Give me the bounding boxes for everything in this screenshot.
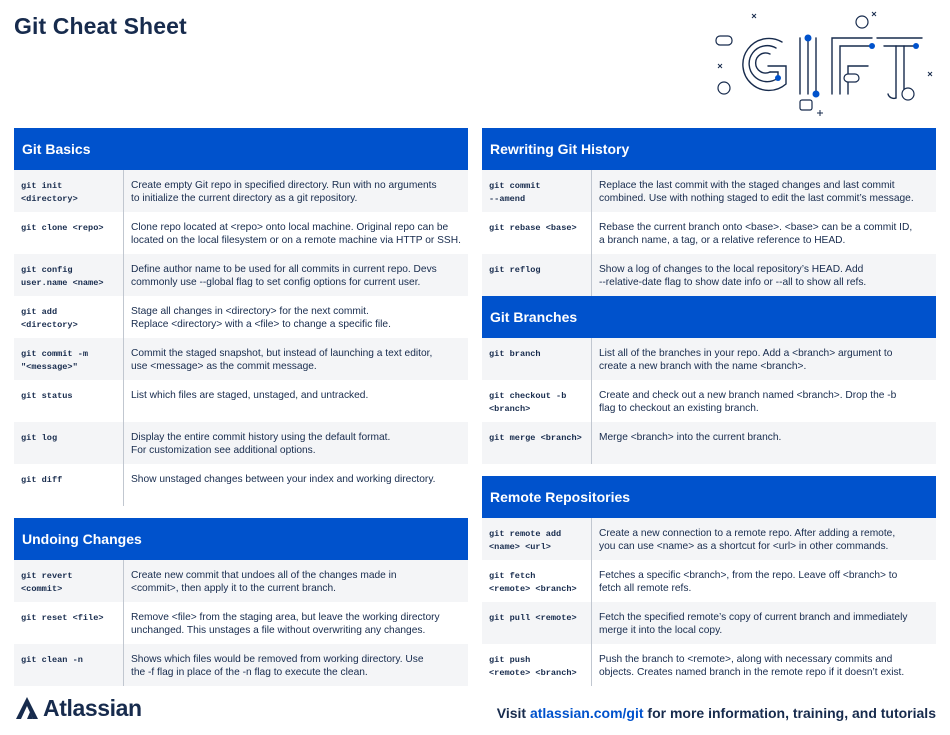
table-row — [482, 380, 936, 422]
command-cell: git config user.name <name> — [14, 254, 124, 296]
table-row — [482, 644, 936, 686]
git-hero-illustration — [712, 8, 940, 120]
command-cell: git reset <file> — [14, 602, 124, 644]
section-heading-remote-repositories: Remote Repositories — [482, 476, 936, 518]
table-row — [14, 464, 468, 506]
command-cell: git pull <remote> — [482, 602, 592, 644]
description-cell: Rebase the current branch onto <base>. <base> can be a commit ID, a branch name, a tag, or a relative reference to HEAD. — [599, 222, 913, 246]
right-column — [482, 128, 936, 686]
section-heading-git-basics: Git Basics — [14, 128, 468, 170]
command-cell: git rebase <base> — [482, 212, 592, 254]
atlassian-git-link[interactable]: atlassian.com/git — [529, 705, 644, 721]
footer-note-suffix: for more information, training, and tutorials — [643, 705, 936, 721]
table-row — [14, 380, 468, 422]
section-heading-undoing-changes: Undoing Changes — [14, 518, 468, 560]
command-cell: git add <directory> — [14, 296, 124, 338]
command-cell: git status — [14, 380, 124, 422]
footer-note-prefix: Visit — [496, 705, 530, 721]
atlassian-logo-icon — [14, 695, 40, 721]
table-row — [482, 560, 936, 602]
command-cell: git merge <branch> — [482, 422, 592, 464]
description-cell: Fetches a specific <branch>, from the repo. Leave off <branch> to fetch all remote refs. — [599, 570, 898, 594]
table-row — [482, 254, 936, 296]
description-cell: Remove <file> from the staging area, but leave the working directory unchanged. This unstages a file without overwriting any changes. — [131, 612, 440, 636]
table-row — [482, 518, 936, 560]
section-gap — [14, 506, 468, 518]
table-row — [482, 338, 936, 380]
atlassian-logo-text: Atlassian — [43, 694, 142, 721]
footer-note — [497, 705, 936, 721]
description-cell: Define author name to be used for all commits in current repo. Devs commonly use --global flag to set config options for current user. — [131, 264, 437, 288]
table-row — [14, 254, 468, 296]
command-cell: git reflog — [482, 254, 592, 296]
command-cell: git clone <repo> — [14, 212, 124, 254]
description-cell: Show unstaged changes between your index and working directory. — [131, 474, 436, 485]
description-cell: Replace the last commit with the staged changes and last commit combined. Use with nothing staged to edit the last commit’s message. — [599, 180, 914, 204]
table-row — [14, 602, 468, 644]
table-row — [14, 338, 468, 380]
description-cell: Create and check out a new branch named <branch>. Drop the -b flag to checkout an existing branch. — [599, 390, 897, 414]
table-row — [482, 212, 936, 254]
command-cell: git revert <commit> — [14, 560, 124, 602]
atlassian-logo — [14, 693, 142, 723]
description-cell: List which files are staged, unstaged, and untracked. — [131, 390, 369, 401]
left-column — [14, 128, 468, 686]
command-cell: git remote add <name> <url> — [482, 518, 592, 560]
section-heading-git-branches: Git Branches — [482, 296, 936, 338]
table-row — [14, 170, 468, 212]
command-cell: git fetch <remote> <branch> — [482, 560, 592, 602]
table-row — [14, 644, 468, 686]
section-gap — [482, 464, 936, 476]
section-heading-rewriting-git-history: Rewriting Git History — [482, 128, 936, 170]
description-cell: Stage all changes in <directory> for the next commit. Replace <directory> with a <file> to change a specific file. — [131, 306, 391, 330]
description-cell: Push the branch to <remote>, along with necessary commits and objects. Creates named branch in the remote repo if it doesn’t exist. — [599, 654, 905, 678]
table-row — [482, 170, 936, 212]
description-cell: Fetch the specified remote’s copy of current branch and immediately merge it into the local copy. — [599, 612, 908, 636]
command-cell: git checkout -b <branch> — [482, 380, 592, 422]
table-row — [482, 422, 936, 464]
table-row — [14, 560, 468, 602]
description-cell: Commit the staged snapshot, but instead of launching a text editor, use <message> as the commit message. — [131, 348, 433, 372]
page-title: Git Cheat Sheet — [14, 13, 187, 39]
description-cell: Create empty Git repo in specified directory. Run with no arguments to initialize the current directory as a git repository. — [131, 180, 437, 204]
table-row — [14, 422, 468, 464]
table-row — [14, 212, 468, 254]
command-cell: git commit -m "<message>" — [14, 338, 124, 380]
description-cell: List all of the branches in your repo. Add a <branch> argument to create a new branch with the name <branch>. — [599, 348, 893, 372]
description-cell: Create new commit that undoes all of the changes made in <commit>, then apply it to the current branch. — [131, 570, 397, 594]
command-cell: git log — [14, 422, 124, 464]
description-cell: Display the entire commit history using the default format. For customization see additional options. — [131, 432, 391, 456]
description-cell: Clone repo located at <repo> onto local machine. Original repo can be located on the local filesystem or on a remote machine via HTTP or SSH. — [131, 222, 461, 246]
command-cell: git branch — [482, 338, 592, 380]
description-cell: Show a log of changes to the local repository’s HEAD. Add --relative-date flag to show date info or --all to show all refs. — [599, 264, 867, 288]
command-cell: git diff — [14, 464, 124, 506]
description-cell: Shows which files would be removed from working directory. Use the -f flag in place of the -n flag to execute the clean. — [131, 654, 424, 678]
command-cell: git commit --amend — [482, 170, 592, 212]
command-cell: git clean -n — [14, 644, 124, 686]
table-row — [14, 296, 468, 338]
command-cell: git init <directory> — [14, 170, 124, 212]
description-cell: Merge <branch> into the current branch. — [599, 432, 782, 443]
command-cell: git push <remote> <branch> — [482, 644, 592, 686]
table-row — [482, 602, 936, 644]
description-cell: Create a new connection to a remote repo. After adding a remote, you can use <name> as a shortcut for <url> in other commands. — [599, 528, 896, 552]
